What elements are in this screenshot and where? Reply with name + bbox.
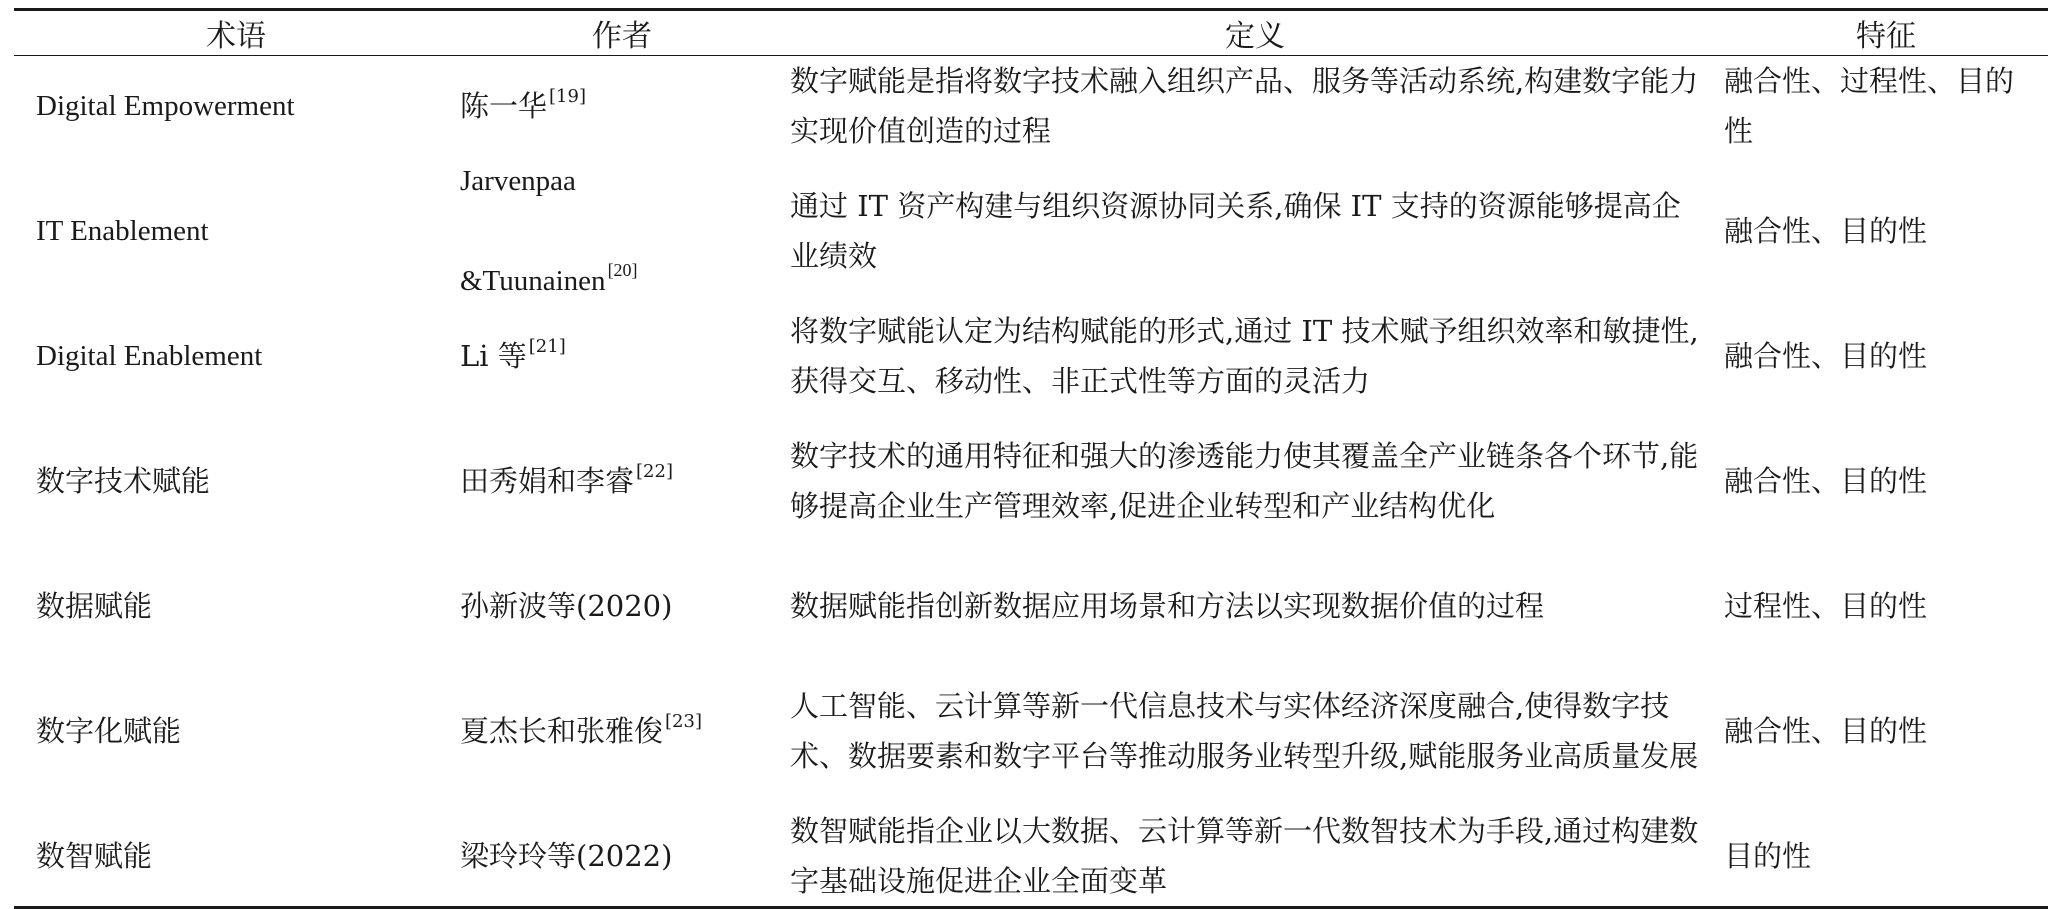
author-text: 田秀娟和李睿 [460,464,635,498]
definition-cell [786,556,1724,656]
author-text: 陈一华 [460,89,548,123]
author-cell [458,806,786,908]
features-text: 目的性 [1724,839,1812,873]
term-cell [14,306,458,406]
term-cell [14,556,458,656]
features-cell [1724,556,2048,656]
definition-text: 将数字赋能认定为结构赋能的形式,通过 IT 技术赋予组织效率和敏捷性,获得交互、移动性、非正式性等方面的灵活力 [790,314,1699,398]
features-text: 融合性、目的性 [1724,339,1928,373]
term-text: 数字化赋能 [36,714,182,748]
author-text: 孙新波等(2020) [460,589,673,623]
table-row [14,656,2048,806]
citation-ref: [20] [607,260,638,280]
definitions-table-container [14,8,2048,909]
author-text: 梁玲玲等(2022) [460,839,673,873]
term-cell [14,806,458,908]
definition-cell [786,656,1724,806]
definition-text: 人工智能、云计算等新一代信息技术与实体经济深度融合,使得数字技术、数据要素和数字平台等推动服务业转型升级,赋能服务业高质量发展 [790,689,1699,773]
definition-cell [786,156,1724,306]
table-row [14,156,2048,306]
features-cell [1724,656,2048,806]
definition-text: 通过 IT 资产构建与组织资源协同关系,确保 IT 支持的资源能够提高企业绩效 [790,189,1681,273]
definitions-table [14,8,2048,909]
features-cell [1724,56,2048,157]
features-cell [1724,806,2048,908]
header-definition: 定义 [1225,19,1285,54]
author-text-line2: &Tuunainen [460,265,606,297]
term-text: 数据赋能 [36,589,153,623]
term-cell [14,656,458,806]
definition-cell [786,806,1724,908]
author-cell [458,406,786,556]
definition-text: 数字技术的通用特征和强大的渗透能力使其覆盖全产业链条各个环节,能够提高企业生产管理效率,促进企业转型和产业结构优化 [790,439,1699,523]
term-text: 数字技术赋能 [36,464,211,498]
term-cell [14,406,458,556]
table-row [14,306,2048,406]
table-row [14,406,2048,556]
term-text: Digital Empowerment [36,90,295,122]
definition-cell [786,56,1724,157]
definition-cell [786,406,1724,556]
header-features: 特征 [1856,19,1916,54]
features-text: 融合性、目的性 [1724,214,1928,248]
citation-ref: [21] [528,336,566,357]
features-text: 融合性、目的性 [1724,464,1928,498]
table-row [14,806,2048,908]
table-row [14,556,2048,656]
features-cell [1724,306,2048,406]
features-text: 融合性、过程性、目的性 [1724,64,2015,148]
features-cell [1724,156,2048,306]
definition-text: 数字赋能是指将数字技术融入组织产品、服务等活动系统,构建数字能力实现价值创造的过程 [790,64,1699,148]
author-cell [458,156,786,306]
author-cell [458,306,786,406]
author-cell [458,556,786,656]
author-text: 夏杰长和张雅俊 [460,714,664,748]
citation-ref: [23] [665,711,702,732]
header-author: 作者 [592,19,652,54]
citation-ref: [22] [636,461,673,482]
table-row [14,56,2048,157]
definition-cell [786,306,1724,406]
definition-text: 数据赋能指创新数据应用场景和方法以实现数据价值的过程 [790,589,1545,623]
features-cell [1724,406,2048,556]
term-cell [14,156,458,306]
author-cell [458,656,786,806]
table-header-row [14,10,2048,56]
author-cell [458,56,786,157]
author-text: Li 等 [460,339,527,373]
term-text: 数智赋能 [36,839,153,873]
header-term: 术语 [206,19,266,54]
citation-ref: [19] [549,86,586,107]
term-text: IT Enablement [36,215,209,247]
author-text: Jarvenpaa [460,165,576,197]
features-text: 过程性、目的性 [1724,589,1928,623]
term-cell [14,56,458,157]
definition-text: 数智赋能指企业以大数据、云计算等新一代数智技术为手段,通过构建数字基础设施促进企业全面变革 [790,814,1699,898]
features-text: 融合性、目的性 [1724,714,1928,748]
term-text: Digital Enablement [36,340,263,372]
